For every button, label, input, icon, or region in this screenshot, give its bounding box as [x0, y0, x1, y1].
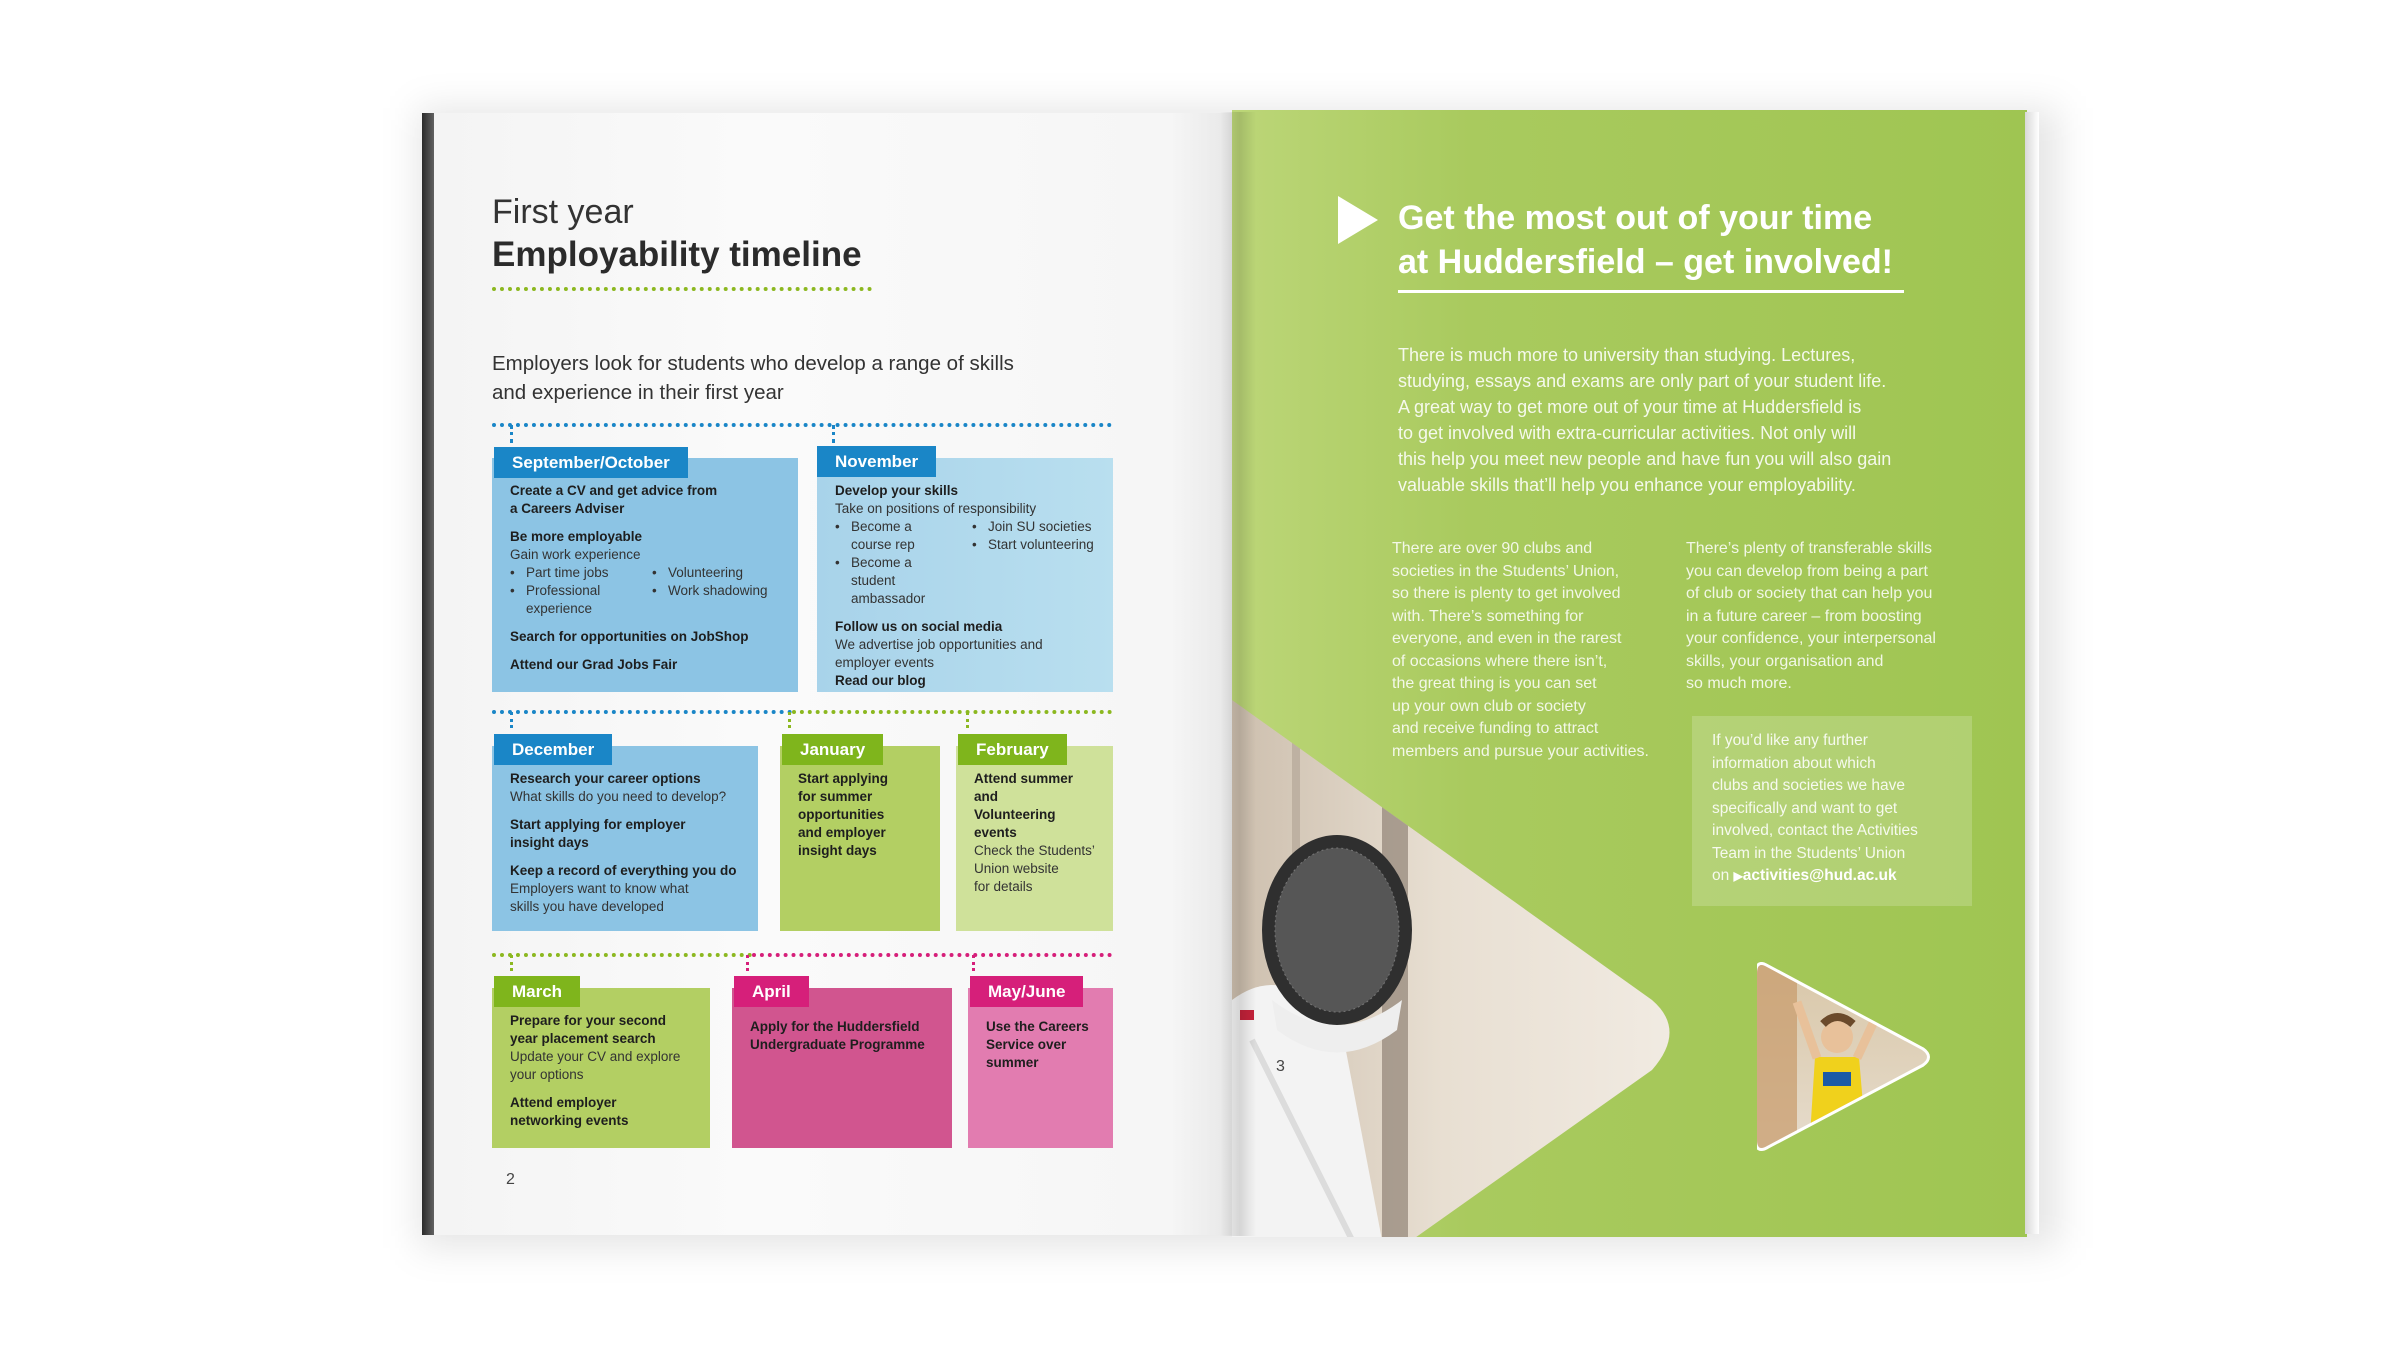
card-text: Update your CV and explore [510, 1049, 681, 1064]
tag-february: February [958, 734, 1067, 765]
card-heading: Start applying for employer [510, 817, 686, 832]
card-heading: Research your career options [510, 771, 701, 786]
card-heading: insight days [510, 835, 589, 850]
card-text: Union website [974, 861, 1059, 876]
bullet-item: • Become a student [835, 554, 958, 590]
fencer-photo [1232, 697, 1702, 1237]
card-text: skills you have developed [510, 899, 664, 914]
timeline-connector [746, 955, 749, 971]
tag-april: April [734, 976, 809, 1007]
card-text: Take on positions of responsibility [835, 501, 1037, 516]
tag-december: December [494, 734, 612, 765]
card-heading: Search for opportunities on JobShop [510, 629, 749, 644]
col-line: of occasions where there isn’t, [1392, 652, 1608, 670]
card-heading: networking events [510, 1113, 629, 1128]
card-heading: Keep a record of everything you do [510, 863, 737, 878]
card-december [492, 746, 758, 931]
para-line: There is much more to university than studying. Lectures, [1398, 345, 1856, 365]
page-subtitle: First year [492, 193, 634, 231]
timeline-row-3-rule-green [492, 953, 752, 957]
card-heading: opportunities [798, 807, 885, 822]
contact-prefix: on [1712, 867, 1730, 884]
col-line: and receive funding to attract [1392, 720, 1599, 737]
timeline-connector [832, 425, 835, 443]
card-heading: Use the Careers [986, 1019, 1089, 1034]
right-page-edge [2025, 112, 2039, 1234]
bullet-item: • Work shadowing [652, 582, 780, 600]
card-text: for details [974, 879, 1033, 894]
card-april [732, 988, 952, 1148]
contact-line: specifically and want to get [1712, 799, 1898, 817]
card-heading: Apply for the Huddersfield [750, 1019, 920, 1034]
card-text: What skills do you need to develop? [510, 789, 727, 804]
bullet-item-cont: course rep [851, 537, 915, 552]
spine-gutter-shadow [1220, 112, 1256, 1236]
timeline-row-3-rule-magenta [752, 953, 1112, 957]
card-text: We advertise job opportunities and [835, 637, 1043, 652]
col-line: your confidence, your interpersonal [1686, 630, 1936, 647]
bullet-item: • Volunteering [652, 564, 780, 582]
card-heading: year placement search [510, 1031, 656, 1046]
netball-photo [1757, 962, 1932, 1152]
card-heading: Create a CV and get advice from [510, 483, 718, 498]
card-heading: insight days [798, 843, 877, 858]
contact-line: Team in the Students’ Union [1712, 844, 1906, 862]
card-heading: summer [986, 1055, 1039, 1070]
card-heading: Prepare for your second [510, 1013, 667, 1028]
card-heading: Attend employer [510, 1095, 617, 1110]
arrow-right-icon: ▶ [1733, 869, 1743, 883]
col-line: skills, your organisation and [1686, 652, 1884, 670]
para-line: A great way to get more out of your time at Huddersfield is [1398, 397, 1862, 417]
clubs-column [1392, 538, 1677, 763]
card-heading: Start applying [798, 771, 889, 786]
intro-line-1: Employers look for students who develop a range of skills [492, 352, 1014, 375]
card-heading: Attend summer and [974, 771, 1074, 804]
col-line: everyone, and even in the rarest [1392, 630, 1622, 647]
title-dotted-rule [492, 287, 872, 291]
timeline-connector [510, 955, 513, 971]
contact-box [1692, 716, 1972, 906]
card-heading: Develop your skills [835, 483, 959, 498]
headline-line-1: Get the most out of your time [1398, 199, 1873, 237]
card-heading: Service over [986, 1037, 1067, 1052]
bullet-item-cont: experience [526, 601, 593, 616]
contact-line: information about which [1712, 754, 1876, 772]
page-number-left: 2 [506, 1171, 515, 1188]
tag-september-october: September/October [494, 447, 688, 478]
col-line: There’s plenty of transferable skills [1686, 540, 1933, 557]
col-line: so there is plenty to get involved [1392, 585, 1621, 602]
left-page [434, 113, 1234, 1235]
right-page [1232, 110, 2027, 1237]
bullet-item-cont: ambassador [851, 591, 926, 606]
contact-email-link[interactable]: activities@hud.ac.uk [1742, 867, 1897, 884]
tag-march: March [494, 976, 580, 1007]
timeline-connector [510, 425, 513, 443]
headline-line-2: at Huddersfield – get involved! [1398, 243, 1893, 281]
col-line: members and pursue your activities. [1392, 742, 1649, 760]
bullet-item: • Part time jobs [510, 564, 638, 582]
bullet-item: • Start volunteering [972, 536, 1095, 554]
contact-line: involved, contact the Activities [1712, 822, 1918, 839]
skills-column [1686, 538, 1976, 696]
bullet-columns [510, 564, 780, 618]
col-line: up your own club or society [1392, 697, 1586, 715]
page-number-right: 3 [1276, 1058, 1285, 1075]
card-heading: Follow us on social media [835, 619, 1003, 634]
card-heading: Volunteering events [974, 807, 1056, 840]
bullet-item: • Become a [835, 518, 958, 536]
card-text: Employers want to know what [510, 881, 689, 896]
para-line: studying, essays and exams are only part of your student life. [1398, 371, 1887, 391]
card-heading: for summer [798, 789, 873, 804]
timeline-row-1-rule [492, 423, 1112, 427]
timeline-row-2-rule-blue [492, 710, 792, 714]
card-text: employer events [835, 655, 935, 670]
card-heading: Undergraduate Programme [750, 1037, 925, 1052]
card-text: Gain work experience [510, 547, 641, 562]
timeline-connector [510, 712, 513, 728]
card-heading: Attend our Grad Jobs Fair [510, 657, 678, 672]
card-text: your options [510, 1067, 584, 1082]
card-heading: and employer [798, 825, 886, 840]
contact-line: clubs and societies we have [1712, 777, 1906, 794]
para-line: valuable skills that’ll help you enhance your employability. [1398, 475, 1856, 495]
bullet-item: • Join SU societies [972, 518, 1095, 536]
bullet-item: • Professional [510, 582, 638, 600]
card-heading: Read our blog [835, 673, 926, 688]
card-heading: a Careers Adviser [510, 501, 625, 516]
para-line: to get involved with extra-curricular activities. Not only will [1398, 423, 1857, 443]
para-line: this help you meet new people and have fun you will also gain [1398, 449, 1892, 469]
card-heading: Be more employable [510, 529, 643, 544]
timeline-row-2-rule-green [792, 710, 1112, 714]
card-september-october [492, 458, 798, 692]
col-line: you can develop from being a part [1686, 562, 1928, 580]
card-text: Check the Students’ [974, 843, 1095, 858]
col-line: so much more. [1686, 675, 1792, 692]
card-may-june [968, 988, 1113, 1148]
bullet-columns [835, 518, 1095, 608]
col-line: with. There’s something for [1392, 607, 1584, 625]
col-line: societies in the Students’ Union, [1392, 562, 1620, 580]
col-line: the great thing is you can set [1392, 675, 1597, 692]
contact-line: If you’d like any further [1712, 732, 1868, 749]
headline-underline [1398, 290, 1904, 293]
headline [1398, 196, 1893, 284]
timeline-connector [788, 712, 791, 728]
card-march [492, 988, 710, 1148]
tag-january: January [782, 734, 883, 765]
play-triangle-icon [1338, 196, 1378, 244]
intro-text [492, 349, 1052, 407]
col-line: There are over 90 clubs and [1392, 540, 1593, 557]
intro-line-2: and experience in their first year [492, 381, 784, 404]
page-title: Employability timeline [492, 235, 862, 274]
card-november [817, 458, 1113, 692]
timeline-connector [972, 955, 975, 971]
tag-november: November [817, 446, 936, 477]
timeline-connector [966, 712, 969, 728]
tag-may-june: May/June [970, 976, 1083, 1007]
col-line: of club or society that can help you [1686, 585, 1933, 602]
card-february [956, 746, 1113, 931]
col-line: in a future career – from boosting [1686, 607, 1922, 625]
card-january [780, 746, 940, 931]
intro-paragraph [1398, 342, 1948, 498]
